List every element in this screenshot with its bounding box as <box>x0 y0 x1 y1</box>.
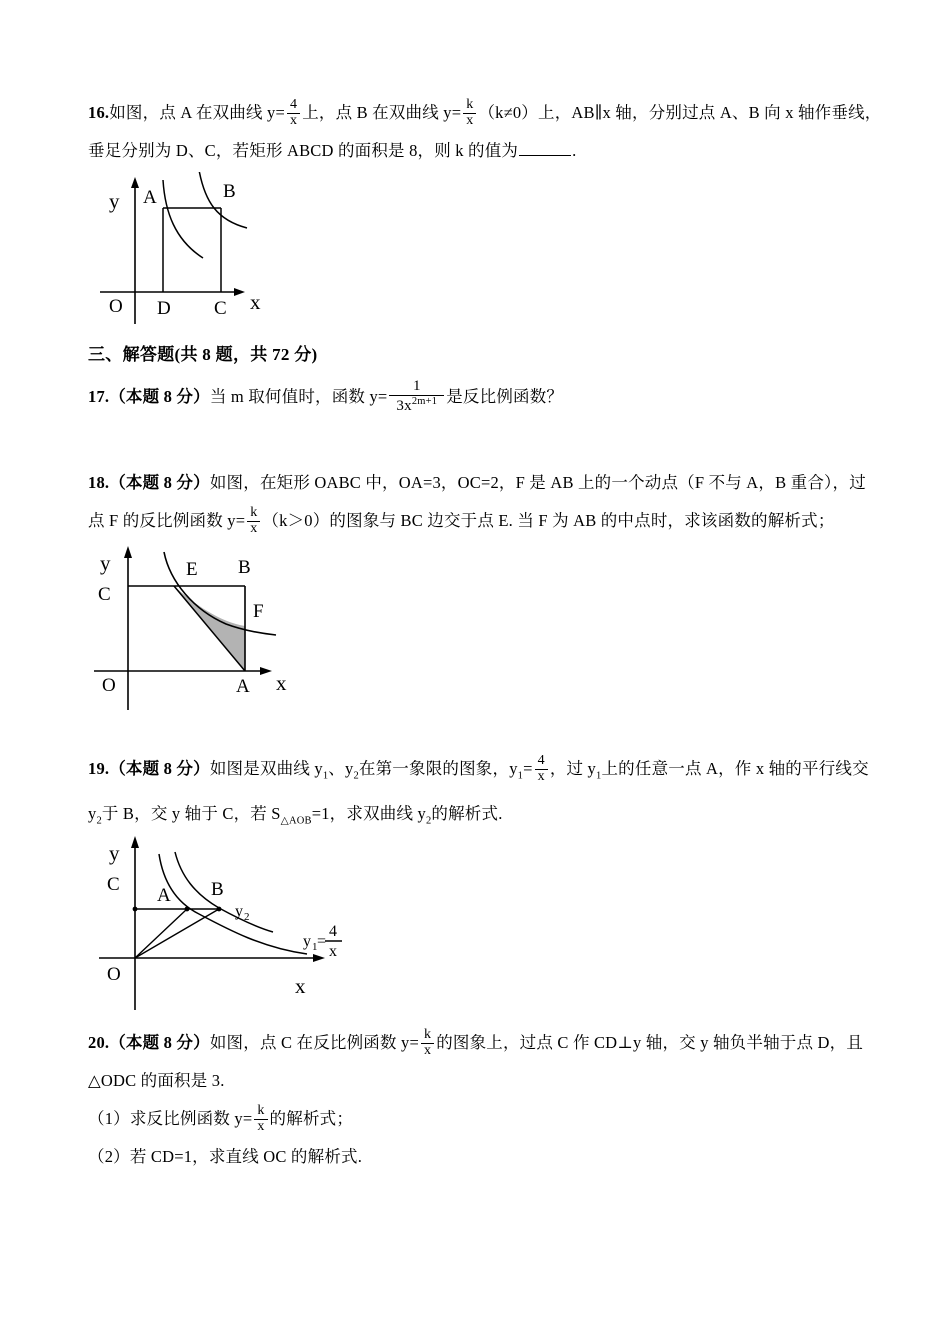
q19-point-a-label: A <box>157 885 171 906</box>
segment-oa <box>135 909 187 958</box>
q16-fraction-4-over-x <box>287 98 300 128</box>
q16-frac1-denominator: x <box>289 112 298 128</box>
q18-x-axis-label: x <box>276 671 287 695</box>
q18-line2-part-b: （k＞0）的图象与 BC 边交于点 E. 当 F 为 AB 的中点时，求该函数的解析式； <box>262 511 835 530</box>
x-axis-arrow <box>313 954 325 962</box>
q18-number: 18. <box>88 473 110 492</box>
q20-line-3 <box>88 1100 870 1138</box>
q16-answer-blank[interactable] <box>519 142 571 156</box>
q19-l2-a: y <box>88 804 97 824</box>
q19-l1-b: 、y <box>328 759 354 778</box>
q18-point-f-label: F <box>253 601 264 622</box>
q20-l3-b: 的解析式； <box>269 1109 354 1128</box>
question-19-text <box>88 750 870 841</box>
y-axis-arrow <box>131 177 139 188</box>
q18-line-1 <box>88 464 870 502</box>
q17-text-a: 当 m 取何值时，函数 y= <box>209 387 388 406</box>
y-axis-arrow <box>124 546 132 558</box>
q18-line1-text: 如图，在矩形 OABC 中，OA=3，OC=2，F 是 AB 上的一个动点（F 不与 A，B 重合），过 <box>209 473 866 492</box>
q16-line1-part-b: 上，点 B 在双曲线 y= <box>302 103 462 122</box>
q16-frac2-denominator: x <box>466 112 474 128</box>
q16-frac1-numerator: 4 <box>287 98 300 114</box>
q19-y-axis-label: y <box>109 841 120 865</box>
q19-frac-numerator: 4 <box>535 754 548 770</box>
q20-frac2-numerator: k <box>254 1104 267 1120</box>
q19-curve-y1-equation-label <box>303 923 342 960</box>
q20-fraction-k-over-x <box>421 1028 434 1058</box>
segment-ob <box>135 909 219 958</box>
q18-origin-label: O <box>102 675 116 696</box>
q18-line2-part-a: 点 F 的反比例函数 y= <box>88 511 246 530</box>
q18-point-c-label: C <box>98 584 111 605</box>
q16-line1-part-c: （k≠0）上，AB∥x 轴，分别过点 A、B 向 x 轴作垂线， <box>478 103 882 122</box>
q19-l2-sub-3: 2 <box>425 815 432 827</box>
x-axis-arrow <box>260 667 272 675</box>
q20-number: 20. <box>88 1033 110 1052</box>
q20-l1-a: 如图，点 C 在反比例函数 y= <box>209 1033 419 1052</box>
q17-line-1 <box>88 378 870 416</box>
figure-question-19 <box>95 828 425 1013</box>
q19-marks: （本题 8 分） <box>109 759 210 778</box>
y-axis-arrow <box>131 836 139 848</box>
q16-line-1 <box>88 94 882 132</box>
q17-number: 17. <box>88 387 110 406</box>
q18-point-a-label: A <box>236 676 250 697</box>
q16-fraction-k-over-x <box>463 98 476 128</box>
q17-frac-den-base: 3x <box>396 398 412 415</box>
q20-l1-b: 的图象上，过点 C 作 CD⊥y 轴，交 y 轴负半轴于点 D，且 <box>436 1033 864 1052</box>
q19-l2-sub-1: 2 <box>96 815 102 827</box>
q20-line-2 <box>88 1062 870 1100</box>
hyperbola-y2-curve <box>175 852 273 932</box>
point-a-dot <box>185 907 190 912</box>
q19-origin-label: O <box>107 964 121 985</box>
q18-point-b-label: B <box>238 557 251 578</box>
q17-fraction-1-over-3x <box>389 379 444 415</box>
q16-number: 16. <box>88 103 110 122</box>
q19-l2-sub-aob: △AOB <box>280 815 312 827</box>
q16-line2-text: 垂足分别为 D、C，若矩形 ABCD 的面积是 8，则 k 的值为 <box>88 141 519 160</box>
q19-line-1 <box>88 750 870 795</box>
q16-frac2-numerator: k <box>463 98 476 114</box>
x-axis-arrow <box>234 288 245 296</box>
q17-marks: （本题 8 分） <box>109 387 210 406</box>
q19-l2-b: 于 B，交 y 轴于 C，若 S <box>101 804 281 824</box>
svg-text:2: 2 <box>244 911 250 923</box>
q20-frac-denominator: x <box>423 1042 432 1058</box>
svg-text:x: x <box>329 943 337 960</box>
q20-fraction2-k-over-x <box>254 1104 267 1134</box>
q19-l2-c: =1，求双曲线 y <box>311 804 426 824</box>
svg-text:y: y <box>235 903 243 920</box>
question-18-text <box>88 464 870 540</box>
figure-question-18 <box>90 538 390 713</box>
question-16-text <box>88 94 882 170</box>
q19-l1-eq: = <box>523 759 533 778</box>
q19-sub-1: 1 <box>322 770 329 782</box>
q19-l1-y: y <box>509 759 518 778</box>
q19-l2-d: 的解析式. <box>431 804 503 824</box>
q16-point-c-label: C <box>214 298 227 319</box>
q18-marks: （本题 8 分） <box>109 473 210 492</box>
q20-l3-a: （1）求反比例函数 y= <box>88 1109 253 1128</box>
q19-sub-y1: 1 <box>517 770 524 782</box>
q16-line2-period: . <box>572 141 577 160</box>
q16-origin-label: O <box>109 296 123 317</box>
svg-text:4: 4 <box>329 923 337 940</box>
svg-text:y: y <box>303 933 311 950</box>
q18-point-e-label: E <box>186 559 198 580</box>
point-c-dot <box>133 907 138 912</box>
svg-text:=: = <box>317 933 327 950</box>
q16-x-axis-label: x <box>250 290 261 314</box>
svg-text:1: 1 <box>312 941 318 953</box>
q20-marks: （本题 8 分） <box>109 1033 210 1052</box>
q19-frac-denominator: x <box>537 768 545 784</box>
q19-x-axis-label: x <box>295 974 306 998</box>
question-17-text <box>88 378 870 416</box>
q19-sub-3: 1 <box>596 770 602 782</box>
q16-line1-part-a: 如图，点 A 在双曲线 y= <box>109 103 285 122</box>
hyperbola-inner-curve <box>163 180 203 258</box>
q19-l1-a: 如图是双曲线 y <box>209 759 323 778</box>
q19-point-b-label: B <box>211 879 224 900</box>
q19-point-c-label: C <box>107 874 120 895</box>
q16-point-a-label: A <box>143 187 157 208</box>
q18-frac-numerator: k <box>247 506 260 522</box>
q16-point-d-label: D <box>157 298 171 319</box>
q20-frac2-denominator: x <box>257 1118 265 1134</box>
q19-l1-d: ，过 y <box>549 759 597 778</box>
q16-point-b-label: B <box>223 181 236 202</box>
q18-fraction-k-over-x <box>247 506 260 536</box>
q20-line-4: （2）若 CD=1，求直线 OC 的解析式. <box>88 1147 363 1166</box>
q19-number: 19. <box>88 759 110 778</box>
q20-l2-text: △ODC 的面积是 3. <box>88 1071 225 1090</box>
q20-line-1 <box>88 1024 870 1062</box>
figure-question-16 <box>95 172 365 327</box>
q18-line-2 <box>88 502 870 540</box>
q17-frac-den-exponent: 2m+1 <box>411 396 438 408</box>
q19-l1-c: 在第一象限的图象， <box>358 759 510 778</box>
q16-y-axis-label: y <box>109 189 120 213</box>
q18-y-axis-label: y <box>100 551 111 575</box>
point-b-dot <box>217 907 222 912</box>
q20-frac-numerator: k <box>421 1028 434 1044</box>
question-20-text <box>88 1024 870 1176</box>
q17-frac-numerator: 1 <box>389 379 444 396</box>
q19-fraction-4-over-x <box>535 754 548 784</box>
section-3-heading: 三、解答题(共 8 题，共 72 分) <box>88 345 318 364</box>
q17-text-b: 是反比例函数？ <box>446 387 564 406</box>
q17-frac-denominator <box>389 396 444 415</box>
q19-sub-2: 2 <box>353 770 359 782</box>
q16-line-2 <box>88 132 870 170</box>
q18-frac-denominator: x <box>250 520 258 536</box>
q19-l1-e: 上的任意一点 A，作 x 轴的平行线交 <box>601 759 869 778</box>
